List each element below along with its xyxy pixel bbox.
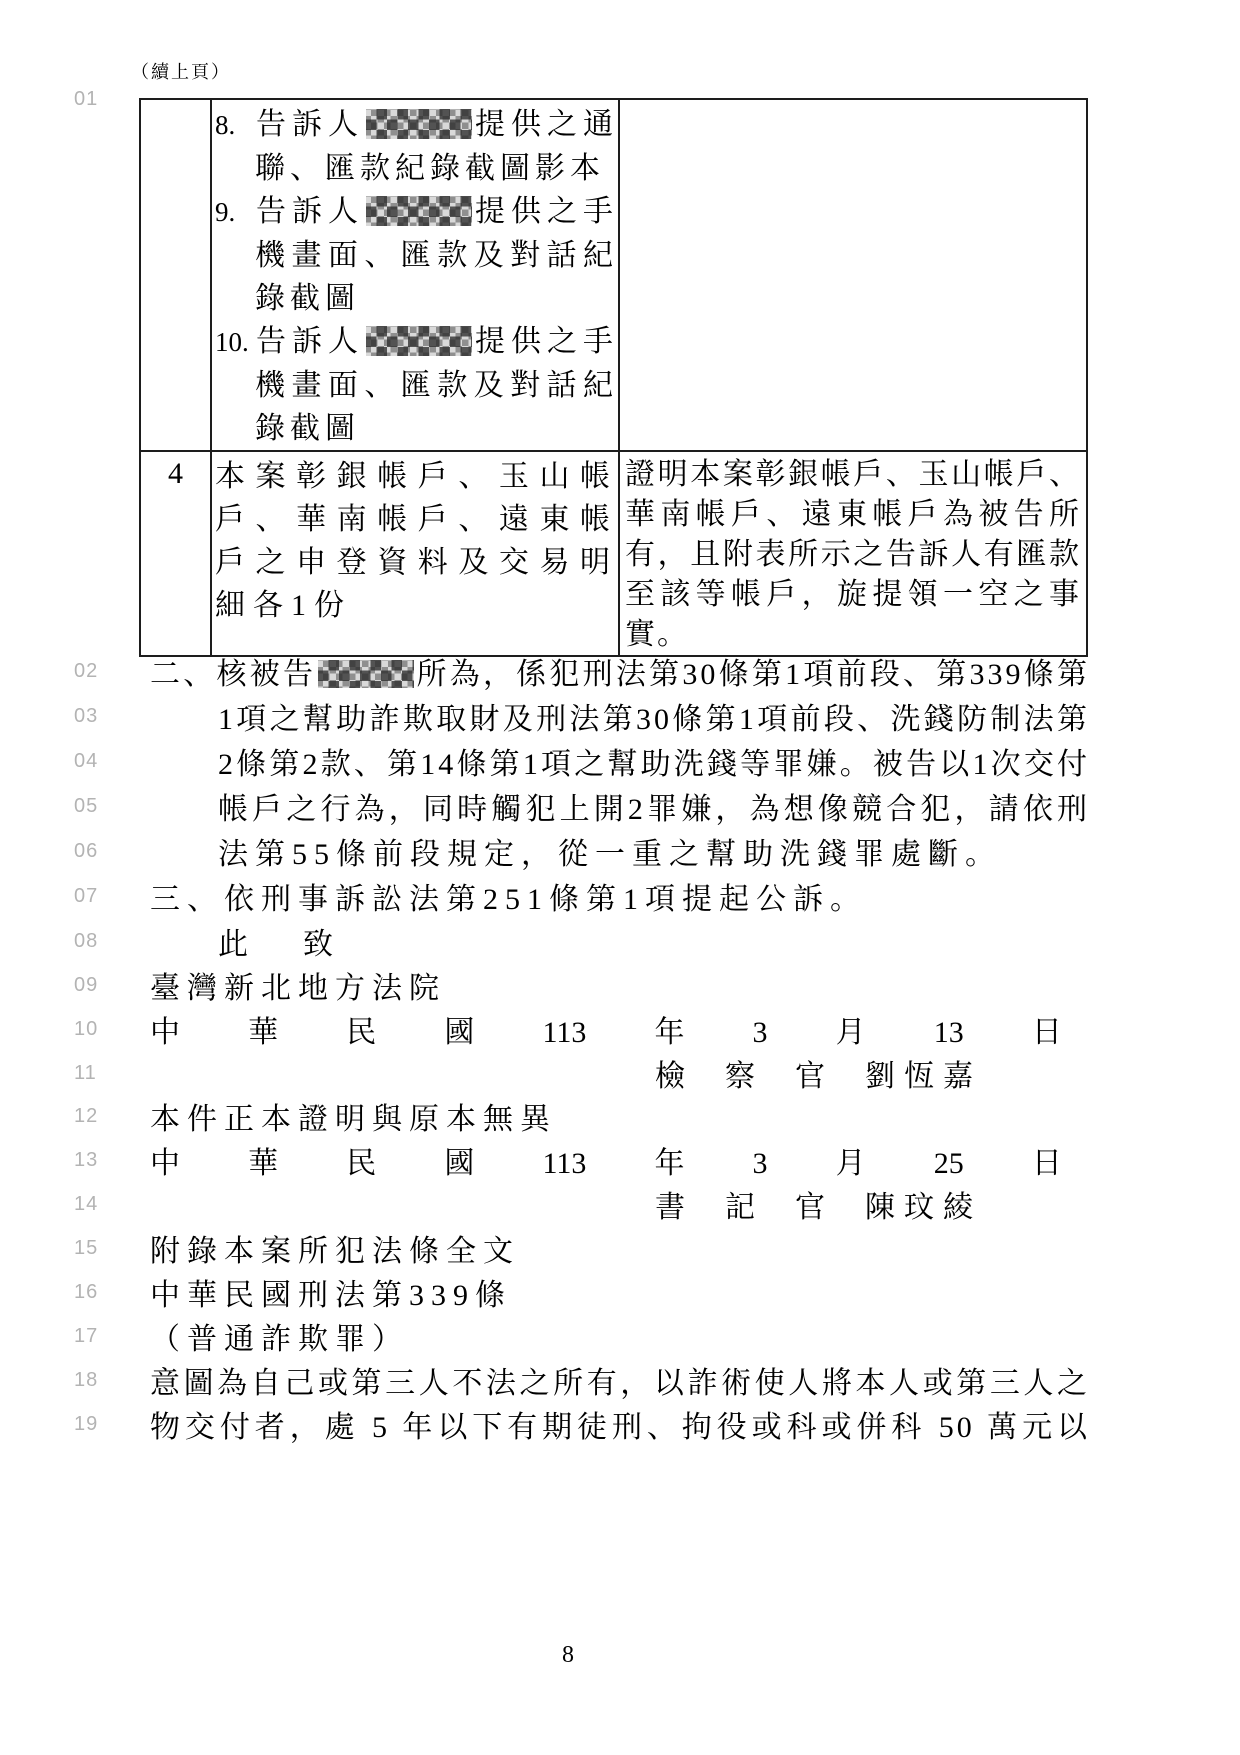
body-line-08 — [150, 922, 1090, 967]
clerk-title-char: 書 — [655, 1191, 685, 1224]
body-line-02 — [150, 652, 1090, 697]
date-day: 25 — [933, 1147, 964, 1180]
body-line-03: 1項之幫助詐欺取財及刑法第30條第1項前段、洗錢防制法第 — [218, 703, 1090, 736]
page-number: 8 — [562, 1642, 574, 1668]
date-segment: 國 — [444, 1016, 475, 1049]
date-segment: 民 — [346, 1016, 377, 1049]
date-day: 13 — [933, 1016, 964, 1049]
date-year: 113 — [542, 1016, 587, 1049]
prosecutor-signature-line — [150, 1054, 1090, 1099]
section-2-label: 二、 — [150, 658, 217, 691]
evidence-item-index: 9. — [215, 197, 236, 227]
date-segment: 國 — [444, 1147, 475, 1180]
redacted-name-block — [366, 196, 472, 226]
line-number-13: 13 — [74, 1149, 99, 1171]
cc-word-1: 此 — [218, 928, 255, 961]
evidence-table — [139, 98, 1088, 657]
evidence-description-cell — [212, 100, 620, 450]
proof-cell-empty — [620, 100, 1086, 450]
line-number-16: 16 — [74, 1281, 99, 1303]
date-month: 3 — [752, 1147, 768, 1180]
evidence-item-text: 提供之手機畫面、匯款及對話紀錄截圖 — [255, 325, 618, 445]
evidence-number-cell — [141, 100, 212, 450]
table-row-continued — [141, 100, 1086, 450]
date-segment: 日 — [1031, 1147, 1062, 1180]
body-line-06: 法第55條前段規定，從一重之幫助洗錢罪處斷。 — [218, 838, 1002, 871]
evidence-number-cell: 4 — [141, 452, 212, 655]
date-segment: 中 — [150, 1016, 180, 1049]
court-name-line: 臺灣新北地方法院 — [150, 972, 446, 1005]
evidence-item-text: 提供之通聯、匯款紀錄截圖影本 — [255, 108, 618, 185]
evidence-item-index: 8. — [215, 110, 236, 140]
line-number-03: 03 — [74, 705, 99, 727]
line-number-05: 05 — [74, 795, 99, 817]
evidence-description-text: 本案彰銀帳戶、玉山帳戶、華南帳戶、遠東帳戶之申登資料及交易明細各1份 — [215, 460, 618, 622]
evidence-item-text: 告訴人 — [255, 325, 364, 358]
date-segment: 月 — [835, 1016, 866, 1049]
date-segment: 中 — [150, 1147, 180, 1180]
cc-word-2: 致 — [303, 928, 340, 961]
line-number-07: 07 — [74, 885, 99, 907]
prosecution-date-line — [150, 1010, 1062, 1055]
redacted-name-block — [366, 326, 472, 356]
line-number-01: 01 — [74, 88, 99, 110]
date-segment: 年 — [654, 1147, 685, 1180]
line-number-15: 15 — [74, 1237, 99, 1259]
evidence-item-text: 告訴人 — [255, 195, 364, 228]
clerk-name: 陳玟綾 — [865, 1191, 982, 1224]
date-year: 113 — [542, 1147, 587, 1180]
evidence-item-10 — [215, 320, 618, 450]
statute-text-line-2: 物交付者，處 5 年以下有期徒刑、拘役或科或併科 50 萬元以 — [150, 1411, 1090, 1444]
proof-text: 證明本案彰銀帳戶、玉山帳戶、華南帳戶、遠東帳戶為被告所有，且附表所示之告訴人有匯款至該等帳戶，旋提領一空之事實。 — [625, 458, 1081, 651]
appendix-heading-line: 附錄本案所犯法條全文 — [150, 1235, 520, 1268]
line-number-19: 19 — [74, 1413, 99, 1435]
table-row-4 — [141, 450, 1086, 655]
body-line-05: 帳戶之行為，同時觸犯上開2罪嫌，為想像競合犯，請依刑 — [218, 793, 1090, 826]
line-number-09: 09 — [74, 974, 99, 996]
continuation-note: （續上頁） — [131, 62, 231, 82]
evidence-item-index: 10. — [215, 327, 249, 357]
prosecutor-title-char: 官 — [795, 1060, 825, 1093]
date-segment: 華 — [248, 1147, 279, 1180]
evidence-item-text: 提供之手機畫面、匯款及對話紀錄截圖 — [255, 195, 618, 315]
date-segment: 日 — [1031, 1016, 1062, 1049]
line-number-06: 06 — [74, 840, 99, 862]
body-text: 核被告 — [216, 658, 317, 691]
body-text: 所為，係犯刑法第30條第1項前段、第339條第 — [416, 658, 1091, 691]
line-number-12: 12 — [74, 1105, 99, 1127]
line-number-04: 04 — [74, 750, 99, 772]
statute-title-line: 中華民國刑法第339條 — [150, 1279, 512, 1312]
line-number-17: 17 — [74, 1325, 99, 1347]
evidence-item-8 — [215, 103, 618, 190]
statute-text-line-1: 意圖為自己或第三人不法之所有，以詐術使人將本人或第三人之 — [150, 1367, 1090, 1400]
line-number-08: 08 — [74, 930, 99, 952]
clerk-title-char: 記 — [725, 1191, 755, 1224]
clerk-signature-line — [150, 1185, 1090, 1230]
date-segment: 月 — [835, 1147, 866, 1180]
evidence-item-9 — [215, 190, 618, 320]
clerk-title-char: 官 — [795, 1191, 825, 1224]
line-number-14: 14 — [74, 1193, 99, 1215]
body-line-04: 2條第2款、第14條第1項之幫助洗錢等罪嫌。被告以1次交付 — [218, 748, 1090, 781]
line-number-18: 18 — [74, 1369, 99, 1391]
prosecutor-title-char: 察 — [725, 1060, 755, 1093]
copy-date-line — [150, 1141, 1062, 1186]
certified-copy-line: 本件正本證明與原本無異 — [150, 1103, 557, 1136]
redacted-defendant-name-block — [318, 660, 414, 688]
date-segment: 民 — [346, 1147, 377, 1180]
body-line-07: 三、依刑事訴訟法第251條第1項提起公訴。 — [150, 883, 867, 916]
line-number-10: 10 — [74, 1018, 99, 1040]
date-segment: 華 — [248, 1016, 279, 1049]
line-number-02: 02 — [74, 660, 99, 682]
proof-cell — [620, 452, 1086, 655]
prosecutor-name: 劉恆嘉 — [865, 1060, 982, 1093]
evidence-description-cell — [212, 452, 620, 655]
redacted-name-block — [366, 109, 472, 139]
line-number-11: 11 — [74, 1062, 97, 1084]
prosecutor-title-char: 檢 — [655, 1060, 685, 1093]
evidence-item-text: 告訴人 — [255, 108, 364, 141]
date-segment: 年 — [654, 1016, 685, 1049]
statute-subtitle-line: （普通詐欺罪） — [150, 1323, 409, 1356]
date-month: 3 — [752, 1016, 768, 1049]
